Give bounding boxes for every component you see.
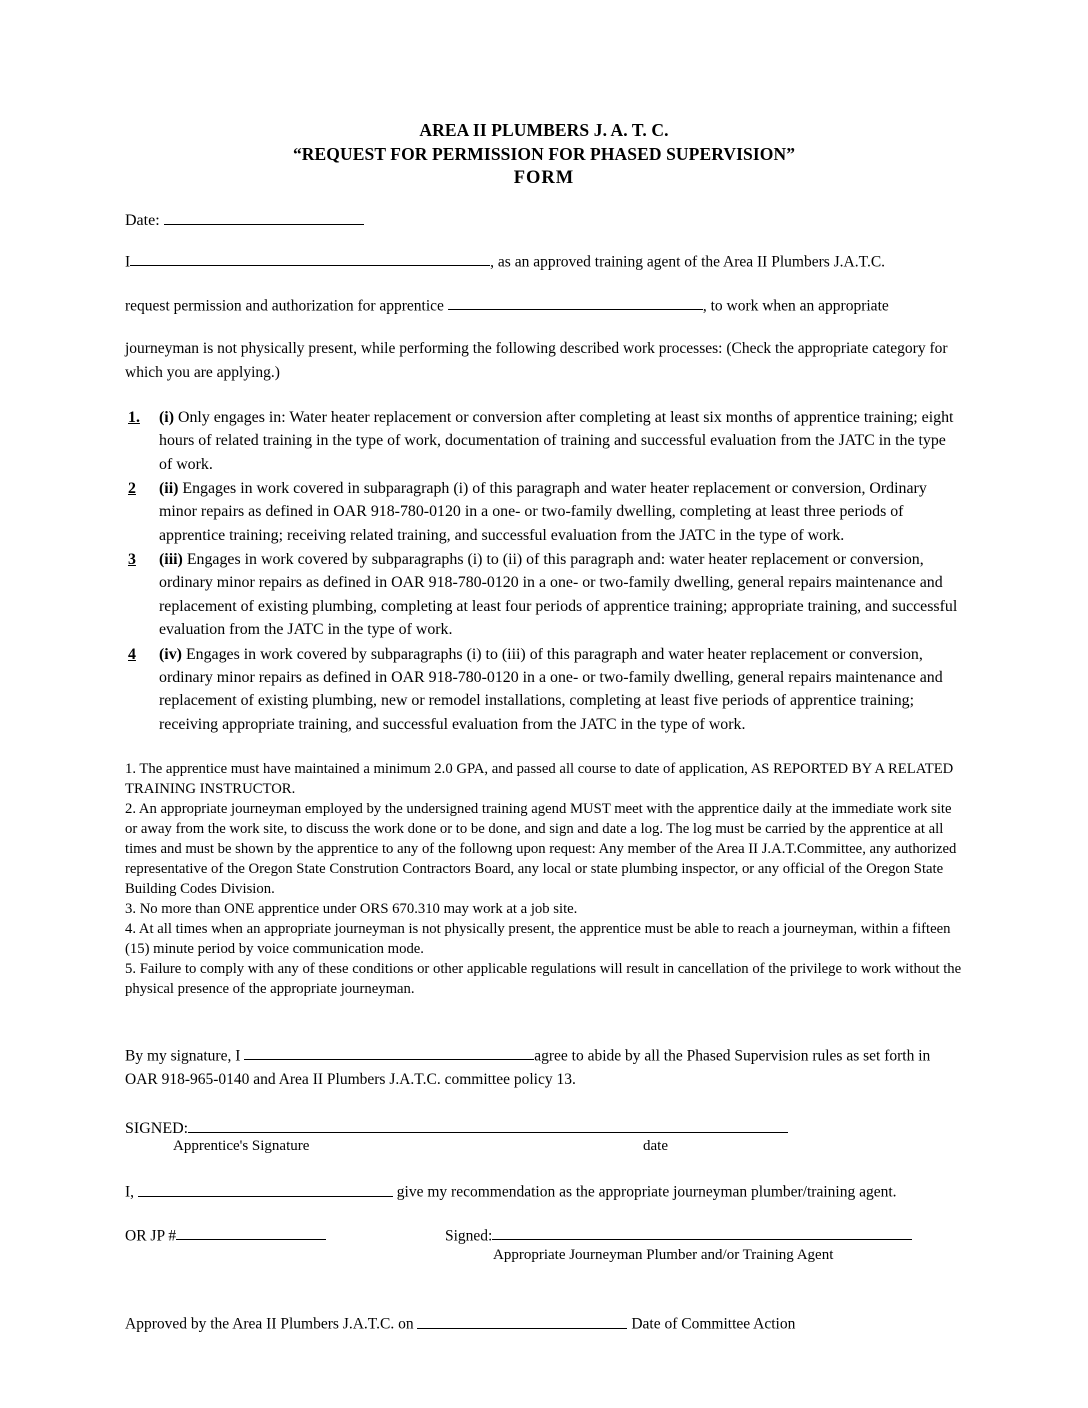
signed-row [125,1116,963,1138]
recommend-post-label: give my recommendation as the appropriate journeyman plumber/training agent. [396,1183,897,1201]
list-item[interactable] [125,643,963,737]
title-line-3: FORM [513,168,575,189]
item-roman: (iv) [159,645,182,663]
training-agent-row [125,250,963,274]
intro-after-name-label: , as an approved training agent of the Area II Plumbers J.A.T.C. [490,253,886,271]
recommend-pre-label: I, [125,1183,135,1201]
condition-3: 3. No more than ONE apprentice under ORS 670.310 may work at a job site. [125,900,578,917]
item-body-text: Engages in work covered in subparagraph (i) of this paragraph and water heater replacement or conversion, Ordinary minor repairs as defined in OAR 918-780-0120 in a one- or two-family dwelling, completing at least three periods of apprentice training; receiving related training, and successful evaluation from the JATC in the type of work. [159,479,927,544]
item-body-text: Engages in work covered by subparagraphs (i) to (ii) of this paragraph and: water heater replacement or conversion, ordinary minor repairs as defined in OAR 918-780-0120 in a one- or two-family dwelling, general repairs maintenance and replacement of existing plumbing, completing at least four periods of apprentice training; appropriate training, and successful evaluation from the JATC in the type of work. [159,551,958,639]
category-list [125,406,963,736]
apprentice-request-row [125,294,963,318]
signature-name-field[interactable] [244,1044,534,1061]
date-row [125,208,963,230]
caption-date: date [643,1138,668,1155]
request-line-pre-label: request permission and authorization for apprentice [125,297,444,315]
signature-agreement [125,1044,963,1093]
document-title [125,118,963,192]
signature-captions [125,1138,963,1160]
item-number[interactable]: 2 [128,479,136,497]
signature-intro-pre-label: By my signature, I [125,1047,241,1065]
title-line-2: “REQUEST FOR PERMISSION FOR PHASED SUPERVISION” [292,144,796,165]
item-number[interactable]: 1. [128,408,140,426]
signed-label: SIGNED: [125,1120,189,1138]
list-item[interactable] [125,406,963,476]
training-agent-name-field[interactable] [130,250,490,267]
title-line-1: AREA II PLUMBERS J. A. T. C. [419,120,669,140]
recommendation-row [125,1180,963,1202]
item-roman: (ii) [159,479,179,497]
item-text [159,406,963,476]
caption-apprentice-signature: Apprentice's Signature [173,1138,310,1155]
approved-row [125,1312,963,1334]
conditions-list [125,760,963,1000]
item-body-text: Only engages in: Water heater replacement or conversion after completing at least six months of apprentice training; eight hours of related training in the type of work, documentation of training and successful evaluation from the JATC in the type of work. [159,408,954,473]
journeyman-paragraph: journeyman is not physically present, while performing the following described work processes: (Check the appropriate category for which you are applying.) [125,340,948,381]
journeyman-signature-field[interactable] [492,1224,912,1241]
item-roman: (i) [159,408,174,426]
item-roman: (iii) [159,551,183,569]
document-body [125,118,963,1334]
condition-4: 4. At all times when an appropriate journeyman is not physically present, the apprentice must be able to reach a journeyman, within a fifteen (15) minute period by voice communication mode. [125,920,951,957]
approved-post-label: Date of Committee Action [631,1315,796,1333]
approved-pre-label: Approved by the Area II Plumbers J.A.T.C. on [125,1315,414,1333]
condition-1: 1. The apprentice must have maintained a minimum 2.0 GPA, and passed all course to date of application, AS REPORTED BY A RELATED TRAINING INSTRUCTOR. [125,761,954,798]
signed2-group [445,1224,912,1246]
recommendation-name-field[interactable] [138,1180,393,1197]
condition-2: 2. An appropriate journeyman employed by the undersigned training agend MUST meet with the apprentice daily at the immediate work site or away from the work site, to discuss the work done or to be done, and sign and date a log. The log must be carried by the apprentice at all times and must be shown by the apprentice to any of the followng upon request: Any member of the Area II J.A.T.Committee, any authorized representative of the Oregon State Constrution Contractors Board, any local or state plumbing inspector, or any official of the Oregon State Building Codes Division. [125,801,957,897]
item-body-text: Engages in work covered by subparagraphs (i) to (iii) of this paragraph and water heater replacement or conversion, ordinary minor repairs as defined in OAR 918-780-0120 in a one- or two-family dwelling, general repairs maintenance and replacement of existing plumbing, new or remodel installations, completing at least five periods of apprentice training; receiving appropriate training, and successful evaluation from the JATC in the type of work. [159,645,943,733]
item-text [159,548,963,642]
date-label: Date: [125,211,160,229]
approved-date-field[interactable] [417,1312,627,1329]
signature-agreement-line2: OAR 918-965-0140 and Area II Plumbers J.A.T.C. committee policy 13. [125,1071,576,1089]
signature-intro-post-label: agree to abide by all the Phased Supervision rules as set forth in [534,1047,931,1065]
intro-i-label: I [125,253,131,271]
caption-journeyman: Appropriate Journeyman Plumber and/or Training Agent [493,1247,834,1264]
item-number[interactable]: 4 [128,645,136,663]
apprentice-name-field[interactable] [448,294,703,311]
signature-agreement-line1 [125,1044,963,1069]
item-text [159,643,963,737]
orjp-field[interactable] [176,1224,326,1241]
item-number[interactable]: 3 [128,551,136,569]
orjp-row [125,1224,963,1246]
list-item[interactable] [125,477,963,547]
signed2-label: Signed: [445,1227,493,1245]
date-field[interactable] [164,208,364,225]
condition-5: 5. Failure to comply with any of these conditions or other applicable regulations will result in cancellation of the privilege to work without the physical presence of the appropriate journeyman. [125,960,962,997]
orjp-label: OR JP # [125,1227,177,1245]
list-item[interactable] [125,548,963,642]
item-text [159,477,963,547]
request-line-post-label: , to work when an appropriate [702,297,889,315]
signed-field[interactable] [188,1116,788,1133]
